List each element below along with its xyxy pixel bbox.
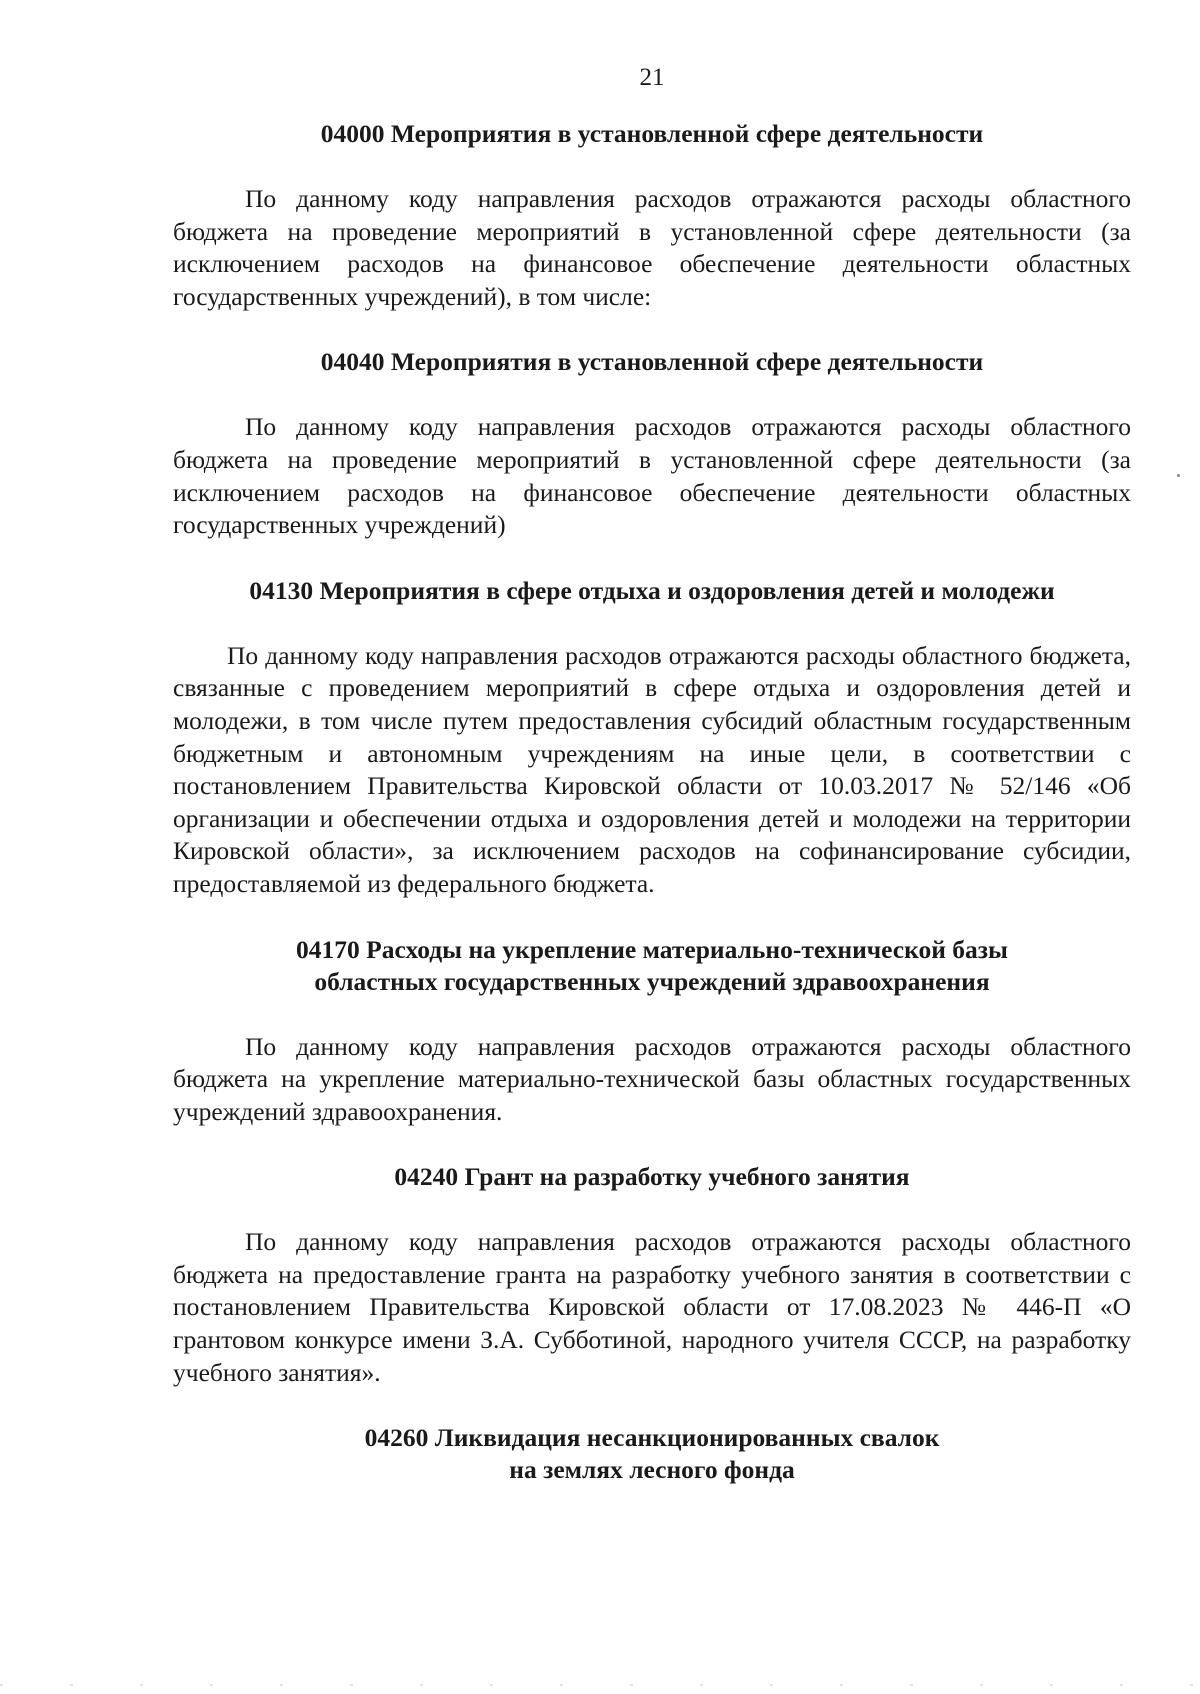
heading-line: 04040 Мероприятия в установленной сфере деятельности — [320, 347, 984, 377]
heading-line: на землях лесного фонда — [509, 1455, 795, 1485]
section-paragraph: По данному коду направления расходов отражаются расходы областного бюджета на предоставление гранта на разработку учебного занятия в соответствии с постановлением Правительства Кировской области от 17.08.2023 № 446-П «О грантовом конкурсе имени З.А. Субботиной, народного учителя СССР, на разработку учебного занятия». — [173, 1227, 1131, 1387]
section-04040 — [173, 346, 1131, 574]
document-page — [173, 62, 1131, 1486]
section-04240 — [173, 1161, 1131, 1422]
heading-line: 04000 Мероприятия в установленной сфере деятельности — [320, 119, 984, 148]
section-heading — [173, 1161, 1131, 1193]
section-paragraph: По данному коду направления расходов отражаются расходы областного бюджета на проведение мероприятий в установленной сфере деятельности (за исключением расходов на финансовое обеспечение деятельности областных государственных учреждений), в том числе: — [173, 184, 1131, 311]
section-paragraph: По данному коду направления расходов отражаются расходы областного бюджета на проведение мероприятий в установленной сфере деятельности (за исключением расходов на финансовое обеспечение деятельности областных государственных учреждений) — [173, 412, 1131, 540]
section-paragraph: По данному коду направления расходов отражаются расходы областного бюджета на укрепление материально-технической базы областных государственных учреждений здравоохранения. — [173, 1031, 1131, 1126]
section-04170 — [173, 934, 1131, 1162]
page-number: 21 — [639, 64, 665, 91]
section-heading — [173, 346, 1131, 378]
scan-edge-artifact — [0, 1684, 1200, 1686]
heading-line: 04130 Мероприятия в сфере отдыха и оздоровления детей и молодежи — [249, 575, 1055, 605]
heading-line: 04260 Ликвидация несанкционированных свалок — [364, 1423, 940, 1453]
heading-line: 04170 Расходы на укрепление материально-технической базы — [296, 934, 1008, 964]
heading-line: областных государственных учреждений здравоохранения — [314, 966, 990, 996]
section-paragraph: По данному коду направления расходов отражаются расходы областного бюджета, связанные с проведением мероприятий в сфере отдыха и оздоровления детей и молодежи, в том числе путем предоставления субсидий областным государственным бюджетным и автономным учреждениям на иные цели, в соответствии с постановлением Правительства Кировской области от 10.03.2017 № 52/146 «Об организации и обеспечении отдыха и оздоровления детей и молодежи на территории Кировской области», за исключением расходов на софинансирование субсидии, предоставляемой из федерального бюджета. — [173, 640, 1131, 898]
scan-speck — [1177, 474, 1180, 477]
section-04130 — [173, 575, 1131, 934]
section-heading — [173, 575, 1131, 607]
section-heading — [173, 1422, 1131, 1486]
heading-line: 04240 Грант на разработку учебного занятия — [394, 1162, 910, 1192]
section-04260 — [173, 1422, 1131, 1486]
section-heading — [173, 934, 1131, 998]
section-heading — [173, 118, 1131, 150]
section-04000 — [173, 118, 1131, 346]
